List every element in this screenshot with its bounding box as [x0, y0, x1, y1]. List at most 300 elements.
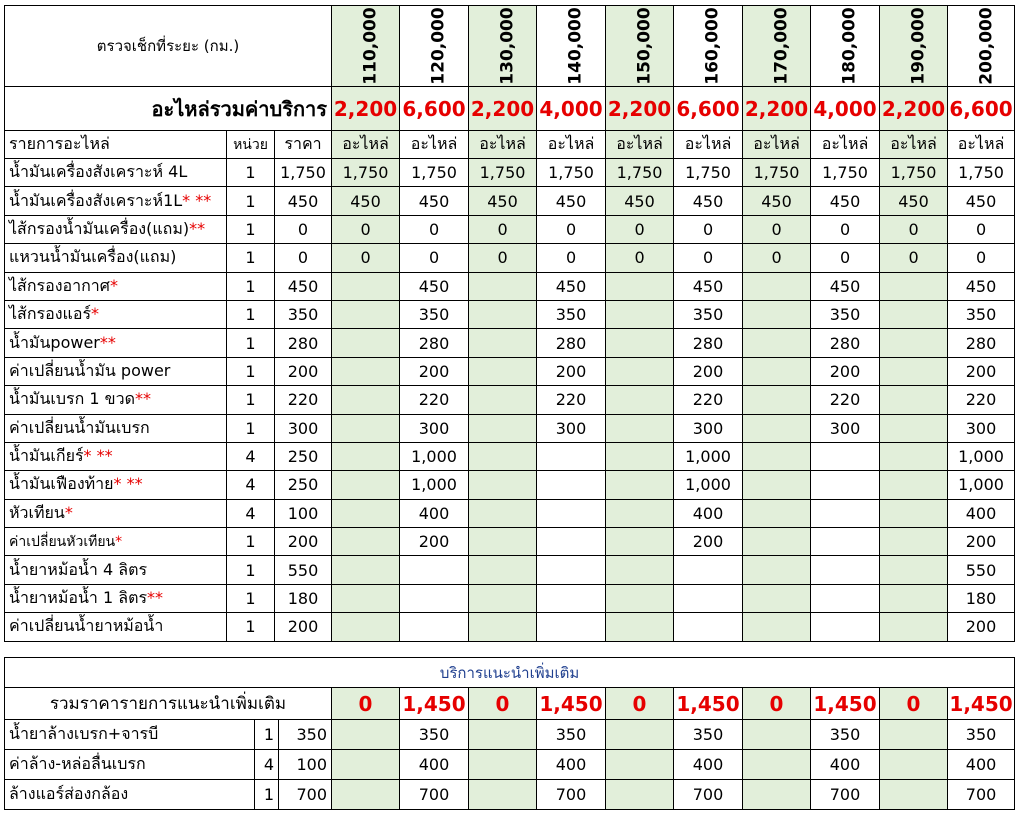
part-name: น้ำมันเฟืองท้าย [9, 474, 114, 494]
part-name: น้ำมันpower [9, 332, 100, 352]
part-cost-cell [674, 556, 743, 584]
part-name-cell [5, 215, 227, 243]
parts-row [5, 244, 1015, 272]
additional-services-title-row [5, 658, 1015, 688]
required-mark: * ** [83, 446, 113, 466]
part-cost-cell: 300 [811, 414, 880, 442]
part-cost-cell: 200 [537, 357, 606, 385]
part-cost-cell: 0 [332, 215, 400, 243]
part-cost-cell [332, 613, 400, 641]
part-unit: 1 [227, 300, 275, 328]
total-value: 4,000 [811, 87, 880, 131]
part-cost-cell [743, 556, 811, 584]
service-cost-cell [606, 780, 674, 810]
service-cost-cell [469, 780, 537, 810]
part-column-header: อะไหล่ [332, 131, 400, 159]
part-name-cell [5, 244, 227, 272]
parts-row [5, 300, 1015, 328]
part-name: ไส้กรองน้ำมันเครื่อง(แถม) [9, 218, 190, 238]
part-price: 0 [275, 244, 332, 272]
part-cost-cell: 450 [811, 187, 880, 215]
part-cost-cell: 1,750 [674, 159, 743, 187]
part-cost-cell [332, 471, 400, 499]
service-cost-cell [880, 780, 948, 810]
part-unit: 4 [227, 442, 275, 470]
service-cost-cell [743, 750, 811, 780]
part-cost-cell [880, 386, 948, 414]
total-value: 2,200 [743, 87, 811, 131]
part-column-header: อะไหล่ [537, 131, 606, 159]
part-cost-cell [811, 584, 880, 612]
service-cost-cell: 700 [400, 780, 469, 810]
part-column-header: อะไหล่ [469, 131, 537, 159]
additional-total-value: 1,450 [400, 688, 469, 720]
part-cost-cell [332, 357, 400, 385]
part-name-cell [5, 329, 227, 357]
service-cost-cell [606, 750, 674, 780]
service-cost-cell [469, 750, 537, 780]
part-name-cell [5, 272, 227, 300]
part-cost-cell [537, 613, 606, 641]
part-cost-cell [537, 499, 606, 527]
part-cost-cell: 1,750 [469, 159, 537, 187]
service-cost-cell [332, 750, 400, 780]
parts-row [5, 584, 1015, 612]
part-cost-cell [537, 556, 606, 584]
part-cost-cell: 300 [400, 414, 469, 442]
part-cost-cell [537, 528, 606, 556]
service-cost-cell [332, 780, 400, 810]
service-cost-cell: 350 [948, 720, 1015, 750]
part-cost-cell: 220 [811, 386, 880, 414]
service-row [5, 750, 1015, 780]
part-cost-cell: 180 [948, 584, 1015, 612]
required-mark: * [109, 275, 118, 295]
required-mark: * [91, 304, 100, 324]
parts-row [5, 187, 1015, 215]
part-cost-cell [400, 613, 469, 641]
total-value: 2,200 [606, 87, 674, 131]
additional-total-value: 0 [469, 688, 537, 720]
part-price: 100 [275, 499, 332, 527]
part-cost-cell: 1,750 [880, 159, 948, 187]
required-mark: ** [99, 332, 116, 352]
part-cost-cell [743, 414, 811, 442]
part-price: 180 [275, 584, 332, 612]
part-price: 200 [275, 613, 332, 641]
service-cost-cell: 350 [674, 720, 743, 750]
part-cost-cell [606, 300, 674, 328]
service-price: 700 [279, 780, 332, 810]
additional-totals-row [5, 688, 1015, 720]
part-cost-cell: 0 [743, 215, 811, 243]
part-cost-cell [743, 528, 811, 556]
part-cost-cell [674, 613, 743, 641]
part-cost-cell: 280 [948, 329, 1015, 357]
part-cost-cell [469, 414, 537, 442]
additional-total-value: 1,450 [674, 688, 743, 720]
part-price: 200 [275, 357, 332, 385]
service-cost-cell: 700 [811, 780, 880, 810]
service-cost-cell: 700 [537, 780, 606, 810]
additional-total-value: 0 [332, 688, 400, 720]
part-name: น้ำมันเกียร์ [9, 446, 84, 466]
mileage-header [674, 6, 743, 87]
mileage-header [332, 6, 400, 87]
mileage-label: 200,000 [976, 7, 997, 85]
part-cost-cell: 400 [400, 499, 469, 527]
part-cost-cell [606, 584, 674, 612]
part-cost-cell [743, 357, 811, 385]
required-mark: ** [189, 218, 206, 238]
item-column-header: รายการอะไหล่ [5, 131, 227, 159]
part-cost-cell [606, 414, 674, 442]
mileage-header [469, 6, 537, 87]
part-cost-cell: 450 [880, 187, 948, 215]
part-name: น้ำมันเครื่องสังเคราะห์1L [9, 190, 183, 210]
service-cost-cell [332, 720, 400, 750]
part-price: 450 [275, 187, 332, 215]
part-cost-cell [606, 556, 674, 584]
part-cost-cell [537, 584, 606, 612]
required-mark: ** [147, 588, 164, 608]
parts-row [5, 386, 1015, 414]
additional-total-value: 0 [743, 688, 811, 720]
part-cost-cell: 450 [400, 187, 469, 215]
part-cost-cell [469, 300, 537, 328]
part-cost-cell [469, 442, 537, 470]
additional-total-value: 0 [880, 688, 948, 720]
part-cost-cell: 400 [674, 499, 743, 527]
part-name: ไส้กรองอากาศ [9, 275, 110, 295]
parts-row [5, 215, 1015, 243]
part-unit: 1 [227, 386, 275, 414]
part-cost-cell [332, 499, 400, 527]
service-row [5, 780, 1015, 810]
part-cost-cell [880, 272, 948, 300]
part-name-cell [5, 528, 227, 556]
part-cost-cell [469, 584, 537, 612]
column-header-row [5, 131, 1015, 159]
part-cost-cell: 0 [811, 215, 880, 243]
part-cost-cell: 450 [537, 187, 606, 215]
part-cost-cell: 1,750 [948, 159, 1015, 187]
part-price: 220 [275, 386, 332, 414]
part-cost-cell: 1,750 [332, 159, 400, 187]
part-column-header: อะไหล่ [674, 131, 743, 159]
part-cost-cell: 450 [469, 187, 537, 215]
part-column-header: อะไหล่ [948, 131, 1015, 159]
part-unit: 4 [227, 471, 275, 499]
part-cost-cell [332, 329, 400, 357]
part-cost-cell: 450 [332, 187, 400, 215]
part-cost-cell [537, 471, 606, 499]
part-cost-cell [674, 584, 743, 612]
mileage-label: 130,000 [497, 7, 518, 85]
service-price: 100 [279, 750, 332, 780]
additional-totals-label: รวมราคารายการแนะนำเพิ่มเติม [5, 688, 332, 720]
part-cost-cell: 450 [811, 272, 880, 300]
part-cost-cell: 1,750 [400, 159, 469, 187]
part-cost-cell: 1,000 [674, 442, 743, 470]
part-cost-cell: 0 [332, 244, 400, 272]
part-cost-cell: 0 [469, 215, 537, 243]
part-cost-cell [400, 556, 469, 584]
part-cost-cell: 1,750 [811, 159, 880, 187]
part-cost-cell: 0 [674, 244, 743, 272]
part-price: 450 [275, 272, 332, 300]
part-cost-cell [469, 613, 537, 641]
service-name: ค่าล้าง-หล่อลื่นเบรก [5, 750, 255, 780]
part-name: หัวเทียน [9, 502, 65, 522]
part-cost-cell: 350 [674, 300, 743, 328]
part-cost-cell [469, 357, 537, 385]
total-value: 6,600 [400, 87, 469, 131]
part-name: ค่าเปลี่ยนน้ำมัน power [9, 360, 171, 380]
parts-row [5, 329, 1015, 357]
service-name: น้ำยาล้างเบรก+จารบี [5, 720, 255, 750]
total-value: 4,000 [537, 87, 606, 131]
part-name: แหวนน้ำมันเครื่อง(แถม) [9, 247, 177, 267]
part-cost-cell [880, 499, 948, 527]
part-unit: 1 [227, 329, 275, 357]
part-cost-cell: 0 [537, 244, 606, 272]
part-cost-cell: 200 [674, 528, 743, 556]
part-column-header: อะไหล่ [811, 131, 880, 159]
part-unit: 1 [227, 613, 275, 641]
part-name: น้ำยาหม้อน้ำ 1 ลิตร [9, 588, 148, 608]
part-name: น้ำยาหม้อน้ำ 4 ลิตร [9, 559, 148, 579]
part-name-cell [5, 442, 227, 470]
service-cost-cell: 400 [400, 750, 469, 780]
mileage-header-row [5, 6, 1015, 87]
part-cost-cell: 200 [400, 357, 469, 385]
part-name-cell [5, 584, 227, 612]
service-cost-cell: 350 [811, 720, 880, 750]
part-column-header: อะไหล่ [606, 131, 674, 159]
part-cost-cell [469, 386, 537, 414]
part-cost-cell [606, 528, 674, 556]
mileage-label: 120,000 [428, 7, 449, 85]
part-cost-cell: 1,750 [537, 159, 606, 187]
parts-row [5, 357, 1015, 385]
parts-row [5, 471, 1015, 499]
part-cost-cell: 0 [537, 215, 606, 243]
part-price: 550 [275, 556, 332, 584]
additional-services-title: บริการแนะนำเพิ่มเติม [5, 658, 1015, 688]
part-cost-cell: 1,000 [400, 442, 469, 470]
part-cost-cell [880, 300, 948, 328]
part-cost-cell: 200 [948, 357, 1015, 385]
part-name-cell [5, 187, 227, 215]
part-unit: 1 [227, 414, 275, 442]
part-cost-cell [332, 556, 400, 584]
part-cost-cell: 0 [948, 244, 1015, 272]
part-cost-cell [743, 329, 811, 357]
part-price: 200 [275, 528, 332, 556]
service-name: ล้างแอร์ส่องกล้อง [5, 780, 255, 810]
mileage-label: 150,000 [634, 7, 655, 85]
parts-row [5, 499, 1015, 527]
service-price: 350 [279, 720, 332, 750]
part-cost-cell: 350 [811, 300, 880, 328]
part-cost-cell [469, 329, 537, 357]
part-cost-cell: 220 [674, 386, 743, 414]
part-cost-cell [743, 584, 811, 612]
totals-row [5, 87, 1015, 131]
unit-column-header: หน่วย [227, 131, 275, 159]
part-name-cell [5, 613, 227, 641]
part-cost-cell [811, 528, 880, 556]
mileage-label: 170,000 [771, 7, 792, 85]
part-cost-cell [537, 442, 606, 470]
mileage-header [606, 6, 674, 87]
part-column-header: อะไหล่ [743, 131, 811, 159]
part-cost-cell: 1,750 [743, 159, 811, 187]
parts-row [5, 159, 1015, 187]
service-unit: 1 [255, 780, 279, 810]
part-cost-cell: 200 [811, 357, 880, 385]
part-cost-cell: 450 [948, 187, 1015, 215]
required-mark: * ** [113, 474, 143, 494]
part-name-cell [5, 471, 227, 499]
mileage-label: 110,000 [360, 7, 381, 85]
part-name: ค่าเปลี่ยนน้ำมันเบรก [9, 417, 150, 437]
part-cost-cell: 0 [606, 244, 674, 272]
part-cost-cell: 350 [400, 300, 469, 328]
mileage-label: 140,000 [565, 7, 586, 85]
part-unit: 1 [227, 272, 275, 300]
part-unit: 1 [227, 357, 275, 385]
part-cost-cell [880, 613, 948, 641]
mileage-header [400, 6, 469, 87]
part-cost-cell [743, 300, 811, 328]
part-cost-cell [880, 357, 948, 385]
part-unit: 1 [227, 528, 275, 556]
part-cost-cell: 450 [537, 272, 606, 300]
mileage-label: 190,000 [908, 7, 929, 85]
part-price: 1,750 [275, 159, 332, 187]
part-cost-cell [880, 414, 948, 442]
service-cost-cell: 350 [400, 720, 469, 750]
part-price: 0 [275, 215, 332, 243]
part-cost-cell: 450 [743, 187, 811, 215]
part-cost-cell: 1,750 [606, 159, 674, 187]
part-price: 250 [275, 442, 332, 470]
part-cost-cell: 0 [400, 215, 469, 243]
part-cost-cell [811, 499, 880, 527]
parts-row [5, 613, 1015, 641]
total-value: 2,200 [332, 87, 400, 131]
part-cost-cell: 450 [674, 187, 743, 215]
part-cost-cell: 1,000 [948, 442, 1015, 470]
part-cost-cell [606, 386, 674, 414]
part-cost-cell: 1,000 [674, 471, 743, 499]
part-cost-cell [811, 471, 880, 499]
part-name: ไส้กรองแอร์ [9, 304, 92, 324]
part-cost-cell [743, 471, 811, 499]
part-cost-cell: 0 [674, 215, 743, 243]
part-unit: 1 [227, 556, 275, 584]
price-column-header: ราคา [275, 131, 332, 159]
part-cost-cell: 0 [400, 244, 469, 272]
part-cost-cell [743, 613, 811, 641]
part-name: ค่าเปลี่ยนน้ำยาหม้อน้ำ [9, 616, 164, 636]
service-cost-cell [469, 720, 537, 750]
part-cost-cell: 200 [674, 357, 743, 385]
mileage-header [811, 6, 880, 87]
part-cost-cell: 280 [811, 329, 880, 357]
mileage-header [880, 6, 948, 87]
part-cost-cell: 450 [606, 187, 674, 215]
part-cost-cell: 300 [674, 414, 743, 442]
part-name-cell [5, 357, 227, 385]
part-cost-cell: 0 [880, 244, 948, 272]
part-cost-cell: 1,000 [948, 471, 1015, 499]
part-price: 250 [275, 471, 332, 499]
part-cost-cell [880, 584, 948, 612]
part-cost-cell [606, 442, 674, 470]
mileage-label: 160,000 [702, 7, 723, 85]
service-cost-cell: 700 [948, 780, 1015, 810]
service-cost-cell [606, 720, 674, 750]
service-unit: 1 [255, 720, 279, 750]
part-cost-cell: 0 [948, 215, 1015, 243]
part-cost-cell: 0 [743, 244, 811, 272]
part-cost-cell [469, 528, 537, 556]
part-cost-cell: 450 [400, 272, 469, 300]
part-unit: 1 [227, 187, 275, 215]
service-cost-cell [880, 750, 948, 780]
maintenance-schedule-table [4, 5, 1015, 642]
part-cost-cell [400, 584, 469, 612]
part-cost-cell [606, 272, 674, 300]
part-cost-cell: 300 [948, 414, 1015, 442]
part-name: ค่าเปลี่ยนหัวเทียน [9, 533, 116, 550]
part-cost-cell [880, 329, 948, 357]
part-cost-cell [880, 556, 948, 584]
part-cost-cell [332, 528, 400, 556]
part-price: 280 [275, 329, 332, 357]
part-cost-cell [606, 329, 674, 357]
part-cost-cell: 0 [880, 215, 948, 243]
part-cost-cell [469, 499, 537, 527]
part-column-header: อะไหล่ [400, 131, 469, 159]
additional-services-table [4, 657, 1015, 810]
part-cost-cell: 280 [537, 329, 606, 357]
part-cost-cell [606, 357, 674, 385]
additional-total-value: 1,450 [811, 688, 880, 720]
part-cost-cell [332, 442, 400, 470]
service-cost-cell: 350 [537, 720, 606, 750]
part-cost-cell [332, 386, 400, 414]
part-cost-cell: 0 [606, 215, 674, 243]
part-cost-cell: 550 [948, 556, 1015, 584]
mileage-header [743, 6, 811, 87]
part-cost-cell: 300 [537, 414, 606, 442]
part-cost-cell: 200 [948, 528, 1015, 556]
parts-row [5, 528, 1015, 556]
total-value: 2,200 [469, 87, 537, 131]
totals-label: อะไหล่รวมค่าบริการ [5, 87, 332, 131]
total-value: 6,600 [674, 87, 743, 131]
part-cost-cell: 350 [537, 300, 606, 328]
part-unit: 1 [227, 244, 275, 272]
part-cost-cell: 220 [948, 386, 1015, 414]
part-cost-cell [743, 386, 811, 414]
part-cost-cell [811, 556, 880, 584]
part-cost-cell: 220 [537, 386, 606, 414]
